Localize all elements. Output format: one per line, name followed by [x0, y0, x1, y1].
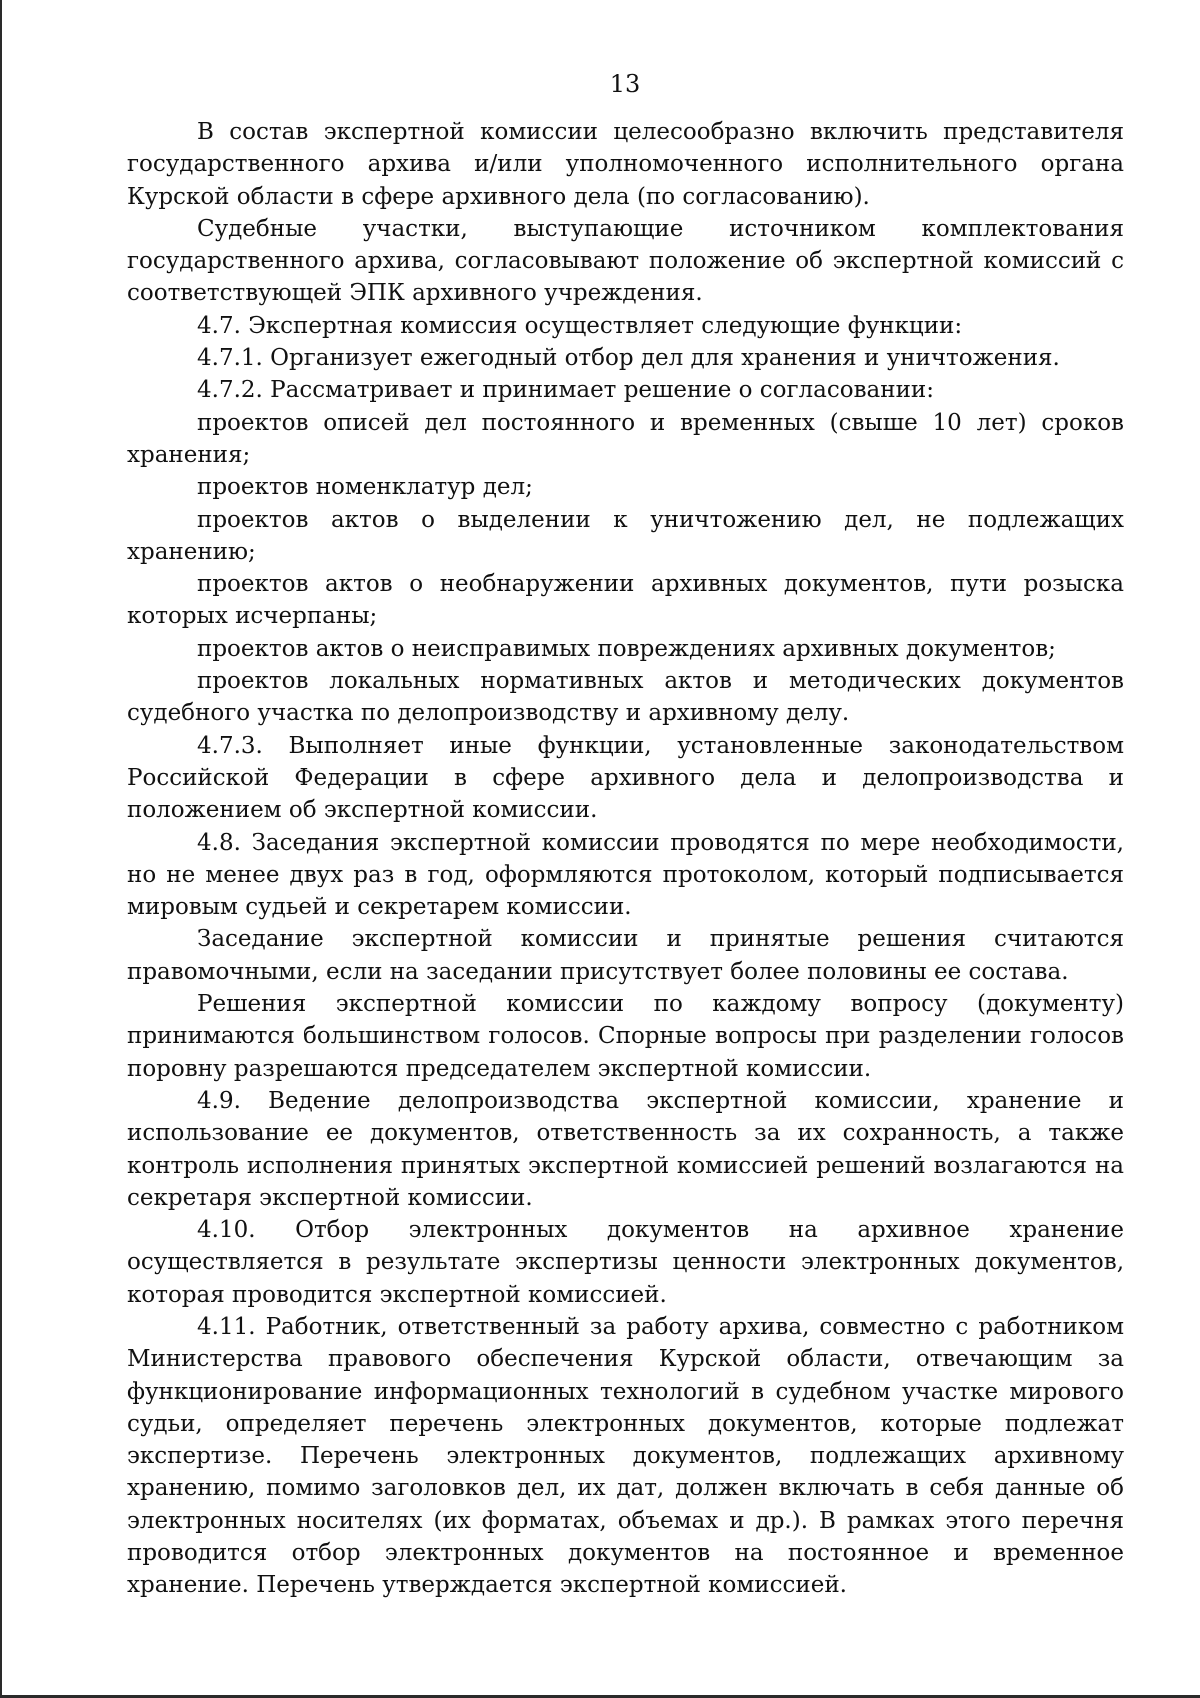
- paragraph-4-11: 4.11. Работник, ответственный за работу архива, совместно с работником Министерства правового обеспечения Курской области, отвечающим за функционирование информационных технологий в судебном участке мирового судьи, определяет перечень электронных документов, которые подлежат экспертизе. Перечень электронных документов, подлежащих архивному хранению, помимо заголовков дел, их дат, должен включать в себя данные об электронных носителях (их форматах, объемах и др.). В рамках этого перечня проводится отбор электронных документов на постоянное и временное хранение. Перечень утверждается экспертной комиссией.: [127, 1313, 1124, 1599]
- paragraph-4-7-3: 4.7.3. Выполняет иные функции, установленные законодательством Российской Федерации в сфере архивного дела и делопроизводства и положением об экспертной комиссии.: [127, 732, 1124, 824]
- paragraph-4-9: 4.9. Ведение делопроизводства экспертной комиссии, хранение и использование ее документов, ответственность за их сохранность, а также контроль исполнения принятых экспертной комиссией решений возлагаются на секретаря экспертной комиссии.: [127, 1087, 1124, 1211]
- paragraph-court-sections-approval: Судебные участки, выступающие источником комплектования государственного архива, согласовывают положение об экспертной комиссий с соответствующей ЭПК архивного учреждения.: [127, 215, 1124, 307]
- paragraph-4-7: 4.7. Экспертная комиссия осуществляет следующие функции:: [197, 312, 963, 339]
- list-item-inventory-drafts: проектов описей дел постоянного и временных (свыше 10 лет) сроков хранения;: [127, 409, 1124, 468]
- paragraph-meeting-quorum: Заседание экспертной комиссии и принятые решения считаются правомочными, если на заседании присутствует более половины ее состава.: [127, 926, 1124, 985]
- paragraph-4-7-2: 4.7.2. Рассматривает и принимает решение о согласовании:: [197, 377, 935, 404]
- list-item-missing-documents-acts: проектов актов о необнаружении архивных документов, пути розыска которых исчерпаны;: [127, 571, 1124, 630]
- paragraph-commission-composition: В состав экспертной комиссии целесообразно включить представителя государственного архива и/или уполномоченного исполнительного органа Курской области в сфере архивного дела (по согласованию).: [127, 119, 1124, 210]
- paragraph-4-10: 4.10. Отбор электронных документов на архивное хранение осуществляется в результате экспертизы ценности электронных документов, которая проводится экспертной комиссией.: [127, 1217, 1124, 1308]
- paragraph-decisions-voting: Решения экспертной комиссии по каждому вопросу (документу) принимаются большинством голосов. Спорные вопросы при разделении голосов поровну разрешаются председателем экспертной комиссии.: [127, 991, 1124, 1082]
- page-number: 13: [609, 70, 641, 98]
- document-body: [127, 116, 1124, 1602]
- scan-edge-left: [0, 0, 2, 1698]
- paragraph-4-8: 4.8. Заседания экспертной комиссии проводятся по мере необходимости, но не менее двух раз в год, оформляются протоколом, который подписывается мировым судьей и секретарем комиссии.: [127, 829, 1124, 921]
- list-item-nomenclature-drafts: проектов номенклатур дел;: [197, 474, 533, 501]
- list-item-damage-acts: проектов актов о неисправимых повреждениях архивных документов;: [197, 635, 1056, 662]
- list-item-destruction-acts: проектов актов о выделении к уничтожению дел, не подлежащих хранению;: [127, 506, 1124, 565]
- paragraph-4-7-1: 4.7.1. Организует ежегодный отбор дел для хранения и уничтожения.: [197, 345, 1060, 372]
- list-item-local-regulations: проектов локальных нормативных актов и методических документов судебного участка по делопроизводству и архивному делу.: [127, 668, 1124, 727]
